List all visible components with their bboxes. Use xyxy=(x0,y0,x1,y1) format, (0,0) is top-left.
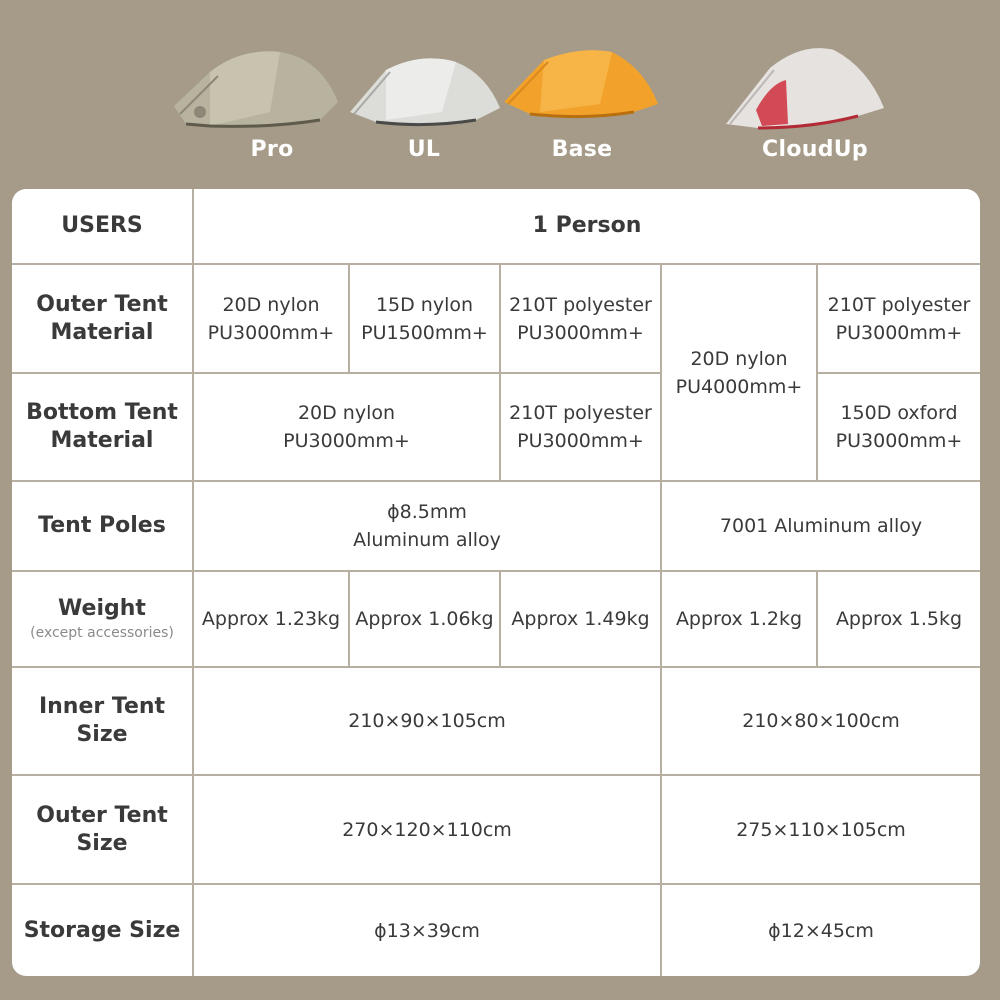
model-label-cloudup: CloudUp xyxy=(762,137,868,162)
outer-material-base xyxy=(501,265,662,374)
value-text: ϕ13×39cm xyxy=(374,919,480,942)
inner-size-left xyxy=(194,668,662,776)
row-label-weight xyxy=(12,572,194,668)
value-line: 20D nylon xyxy=(222,293,320,316)
label-text: Storage Size xyxy=(23,917,181,943)
value-text: ϕ12×45cm xyxy=(768,919,874,942)
value-text: 210×80×100cm xyxy=(742,710,900,732)
model-label-pro: Pro xyxy=(250,137,294,162)
label-line: Size xyxy=(76,722,128,747)
model-label-ul: UL xyxy=(407,137,441,162)
value-line: PU3000mm+ xyxy=(835,321,963,344)
value-text: 270×120×110cm xyxy=(342,818,512,841)
value-line: PU4000mm+ xyxy=(675,375,803,398)
row-label-bottom-material xyxy=(12,374,194,482)
bottom-material-last xyxy=(818,374,980,482)
model-label-base: Base xyxy=(551,137,613,162)
spec-table xyxy=(12,189,980,976)
value-text: Approx 1.2kg xyxy=(675,608,803,630)
users-value xyxy=(194,189,980,265)
label-line: Bottom Tent xyxy=(26,400,178,425)
weight-base xyxy=(501,572,662,668)
label-line: Inner Tent xyxy=(38,694,166,719)
outer-size-right xyxy=(662,776,980,885)
value-line: Aluminum alloy xyxy=(353,529,501,551)
value-line: 20D nylon xyxy=(297,402,396,424)
row-label-inner-size xyxy=(12,668,194,776)
bottom-material-pro-ul xyxy=(194,374,501,482)
label-line: Weight xyxy=(58,596,146,621)
weight-cloudup-a xyxy=(662,572,818,668)
storage-right xyxy=(662,885,980,976)
value-line: 210T polyester xyxy=(509,293,652,316)
value-text: 7001 Aluminum alloy xyxy=(719,515,923,537)
label-text: USERS xyxy=(61,213,143,238)
weight-pro xyxy=(194,572,350,668)
value-line: 15D nylon xyxy=(375,293,474,316)
poles-right xyxy=(662,482,980,572)
outer-material-ul xyxy=(350,265,501,374)
row-label-outer-size xyxy=(12,776,194,885)
weight-cloudup-b xyxy=(818,572,980,668)
value-text: Approx 1.23kg xyxy=(201,608,341,630)
label-text: Tent Poles xyxy=(38,513,166,538)
value-text: Approx 1.49kg xyxy=(511,608,650,630)
storage-left xyxy=(194,885,662,976)
label-line: Outer Tent xyxy=(36,291,168,317)
value-text: Approx 1.06kg xyxy=(355,608,494,630)
poles-left xyxy=(194,482,662,572)
row-label-outer-material xyxy=(12,265,194,374)
tent-ul-image xyxy=(346,50,506,130)
outer-size-left xyxy=(194,776,662,885)
tent-base-image xyxy=(500,46,662,128)
label-line: Material xyxy=(50,319,154,345)
value-line: ϕ8.5mm xyxy=(387,501,467,523)
row-label-poles xyxy=(12,482,194,572)
value-line: 210T polyester xyxy=(509,402,652,424)
label-line: Outer Tent xyxy=(36,802,168,828)
row-label-users xyxy=(12,189,194,265)
outer-material-last xyxy=(818,265,980,374)
value-line: 20D nylon xyxy=(690,347,788,370)
label-line: Size xyxy=(76,830,128,856)
inner-size-right xyxy=(662,668,980,776)
value-line: PU3000mm+ xyxy=(517,430,644,452)
value-line: PU1500mm+ xyxy=(361,321,488,344)
row-label-storage xyxy=(12,885,194,976)
value-text: 210×90×105cm xyxy=(348,710,506,732)
value-line: 150D oxford xyxy=(840,402,958,424)
value-text: 275×110×105cm xyxy=(736,818,906,841)
value-text: Approx 1.5kg xyxy=(835,608,963,630)
material-cloudup-shared xyxy=(662,265,818,482)
label-line: Material xyxy=(50,428,154,453)
users-value-text: 1 Person xyxy=(532,213,642,238)
value-line: 210T polyester xyxy=(827,293,971,316)
value-line: PU3000mm+ xyxy=(207,321,335,344)
outer-material-pro xyxy=(194,265,350,374)
bottom-material-base xyxy=(501,374,662,482)
weight-ul xyxy=(350,572,501,668)
tent-cloudup-image xyxy=(722,40,892,135)
value-line: PU3000mm+ xyxy=(517,321,644,344)
weight-sublabel: (except accessories) xyxy=(30,625,174,641)
value-line: PU3000mm+ xyxy=(283,430,410,452)
value-line: PU3000mm+ xyxy=(835,430,963,452)
tent-pro-image xyxy=(170,42,345,134)
